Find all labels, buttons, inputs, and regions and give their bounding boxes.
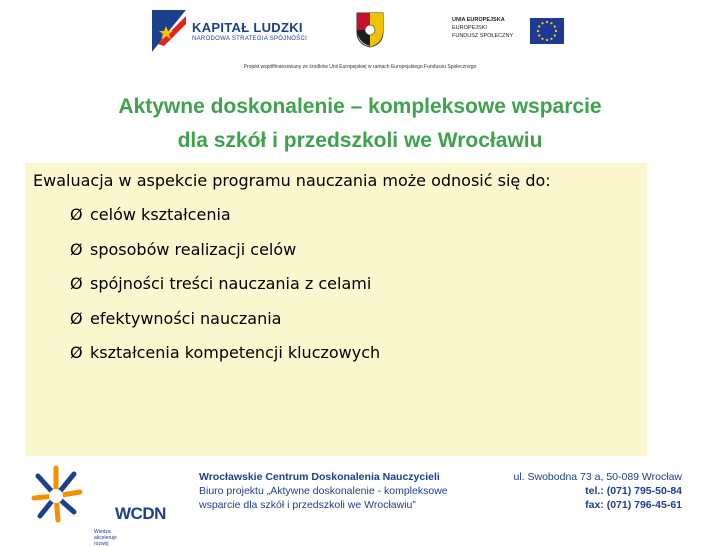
footer-contact xyxy=(514,470,683,512)
ue-line-3: FUNDUSZ SPOŁECZNY xyxy=(452,33,514,39)
arrow-bullet-icon: Ø xyxy=(70,274,83,293)
arrow-bullet-icon: Ø xyxy=(70,343,83,362)
header-logos xyxy=(0,6,720,56)
intro-text: Ewaluacja w aspekcie programu nauczania może odnosić się do: xyxy=(33,171,551,190)
bullet-list xyxy=(33,198,639,371)
org-name: Wrocławskie Centrum Doskonalenia Nauczycieli xyxy=(199,471,440,483)
footer xyxy=(0,460,720,547)
list-item-text: sposobów realizacji celów xyxy=(90,239,297,259)
wcdn-logo-text: WCDN xyxy=(115,504,166,523)
list-item xyxy=(70,233,639,268)
list-item xyxy=(70,336,639,371)
project-cofinancing-note: Projekt współfinansowany ze środków Unii Europejskiej w ramach Europejskiego Funduszu Społecznego xyxy=(243,64,477,70)
arrow-bullet-icon: Ø xyxy=(70,308,83,328)
wroclaw-coat-of-arms-icon xyxy=(356,12,384,48)
ue-line-1: UNIA EUROPEJSKA xyxy=(452,17,505,23)
list-item xyxy=(70,302,639,337)
kapital-ludzki-title: KAPITAŁ LUDZKI xyxy=(192,20,303,35)
project-office-line-2: wsparcie dla szkół i przedszkoli we Wrocławiu” xyxy=(199,499,416,511)
list-item xyxy=(70,267,639,302)
list-item xyxy=(70,198,639,233)
eu-flag-icon xyxy=(530,18,564,44)
arrow-bullet-icon: Ø xyxy=(70,205,83,224)
kapital-ludzki-logo xyxy=(152,10,342,52)
slide-title-line-2: dla szkół i przedszkoli we Wrocławiu xyxy=(177,129,543,152)
fax: fax: (071) 796-45-61 xyxy=(585,499,682,511)
ue-line-2: EUROPEJSKI xyxy=(452,25,487,31)
content-box xyxy=(25,163,647,456)
telephone: tel.: (071) 795-50-84 xyxy=(585,485,682,497)
kapital-ludzki-icon xyxy=(152,10,186,52)
wcdn-logo-subtitle: Wiedza akceleruje rozwój xyxy=(94,529,117,547)
list-item-text: celów kształcenia xyxy=(90,205,231,224)
kapital-ludzki-subtitle: NARODOWA STRATEGIA SPÓJNOŚCI xyxy=(192,36,308,42)
list-item-text: efektywności nauczania xyxy=(90,308,282,328)
footer-organization xyxy=(199,470,448,512)
list-item-text: spójności treści nauczania z celami xyxy=(90,274,372,293)
address: ul. Swobodna 73 a, 50-089 Wrocław xyxy=(513,471,682,483)
eu-logo xyxy=(446,14,571,50)
slide-title-line-1: Aktywne doskonalenie – kompleksowe wsparcie xyxy=(118,95,602,118)
project-office-line-1: Biuro projektu „Aktywne doskonalenie - kompleksowe xyxy=(199,485,448,497)
arrow-bullet-icon: Ø xyxy=(70,239,83,259)
wcdn-sun-icon xyxy=(30,462,90,530)
slide-title xyxy=(0,90,720,158)
wcdn-logo xyxy=(30,462,166,547)
list-item-text: kształcenia kompetencji kluczowych xyxy=(90,343,381,362)
